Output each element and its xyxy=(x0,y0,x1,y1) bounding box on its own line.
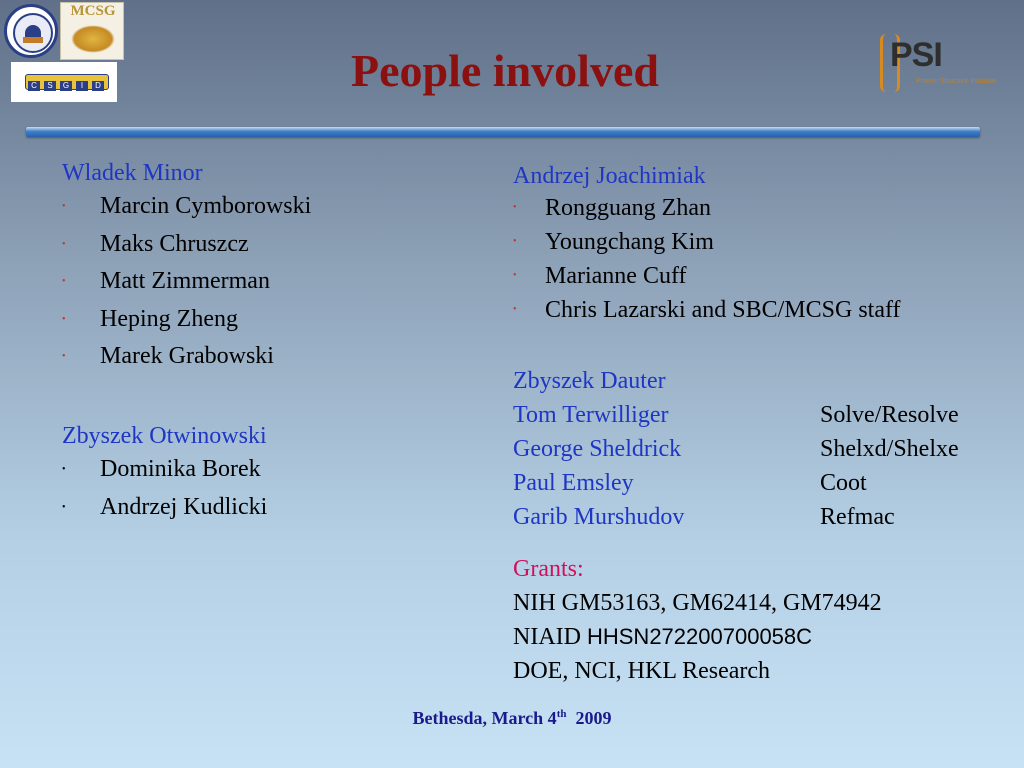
footer-text: Bethesda, March 4 xyxy=(412,708,557,728)
list-item xyxy=(62,263,311,301)
program-name: Coot xyxy=(820,470,867,496)
grants-block xyxy=(513,552,882,688)
bullet-icon: • xyxy=(62,201,66,212)
list-item xyxy=(62,188,311,226)
right-column xyxy=(513,161,901,327)
table-row xyxy=(513,500,993,534)
left-column-group2 xyxy=(62,421,267,526)
list-item xyxy=(513,259,901,293)
grants-title: Grants: xyxy=(513,556,584,582)
group-head-otwinowski: Zbyszek Otwinowski xyxy=(62,423,267,449)
list-item xyxy=(513,191,901,225)
list-item xyxy=(513,225,901,259)
bullet-icon: • xyxy=(513,270,517,281)
person-name: Marcin Cymborowski xyxy=(100,193,312,219)
grant-line: NIH GM53163, GM62414, GM74942 xyxy=(513,590,882,616)
author-name: Garib Murshudov xyxy=(513,504,685,530)
person-name: Dominika Borek xyxy=(100,456,261,482)
person-name: Marek Grabowski xyxy=(100,343,274,370)
author-name: George Sheldrick xyxy=(513,436,682,462)
psi-logo-subtitle: Protein Structure Initiative xyxy=(916,78,997,85)
footer xyxy=(0,708,1024,729)
person-name: Matt Zimmerman xyxy=(100,268,270,295)
bullet-icon: • xyxy=(62,351,66,363)
person-name: Heping Zheng xyxy=(100,305,238,332)
footer-year: 2009 xyxy=(575,708,612,728)
grant-line-niaid xyxy=(513,620,882,654)
footer-sup: th xyxy=(556,708,567,720)
program-name: Refmac xyxy=(820,504,895,530)
csgid-letter: C xyxy=(28,81,40,91)
grant-code: HHSN272200700058C xyxy=(586,624,813,649)
bullet-icon: • xyxy=(62,238,66,250)
list-item xyxy=(513,293,901,327)
bullet-icon: • xyxy=(62,313,66,325)
program-name: Solve/Resolve xyxy=(820,402,959,428)
list-item xyxy=(62,451,267,489)
psi-logo-text: PSI xyxy=(890,36,942,74)
author-name: Tom Terwilliger xyxy=(513,402,669,428)
left-column xyxy=(62,158,311,376)
group-head-dauter-row xyxy=(513,364,993,398)
csgid-letter: S xyxy=(44,81,56,91)
grant-line: DOE, NCI, HKL Research xyxy=(513,658,771,684)
list-item xyxy=(62,489,267,527)
bullet-icon: • xyxy=(62,276,66,288)
software-authors xyxy=(513,364,993,534)
rotunda-icon xyxy=(25,25,41,37)
bullet-icon: • xyxy=(513,202,517,213)
list-item xyxy=(62,301,311,339)
person-name: Chris Lazarski and SBC/MCSG staff xyxy=(545,297,901,323)
csgid-letter: D xyxy=(92,81,104,91)
title-divider xyxy=(26,127,980,137)
mcsg-logo-text: MCSG xyxy=(70,3,116,19)
group-head-minor: Wladek Minor xyxy=(62,160,203,186)
person-name: Andrzej Kudlicki xyxy=(100,493,268,520)
list-item xyxy=(62,226,311,264)
person-name: Rongguang Zhan xyxy=(545,195,711,221)
bullet-icon: • xyxy=(62,501,66,513)
list-item xyxy=(62,338,311,376)
person-name: Youngchang Kim xyxy=(545,229,714,255)
csgid-letter: G xyxy=(60,81,72,91)
program-name: Shelxd/Shelxe xyxy=(820,436,959,462)
group-head-joachimiak: Andrzej Joachimiak xyxy=(513,163,706,189)
csgid-letter: I xyxy=(76,81,88,91)
bullet-icon: • xyxy=(513,304,517,315)
table-row xyxy=(513,398,993,432)
person-name: Maks Chruszcz xyxy=(100,230,249,257)
bullet-icon: • xyxy=(62,464,66,475)
rotunda-base xyxy=(23,37,43,43)
group-head-dauter: Zbyszek Dauter xyxy=(513,368,666,394)
table-row xyxy=(513,466,993,500)
person-name: Marianne Cuff xyxy=(545,263,687,289)
grant-prefix: NIAID xyxy=(513,624,587,650)
author-name: Paul Emsley xyxy=(513,470,634,496)
slide-title: People involved xyxy=(351,45,659,96)
bullet-icon: • xyxy=(513,236,517,247)
table-row xyxy=(513,432,993,466)
